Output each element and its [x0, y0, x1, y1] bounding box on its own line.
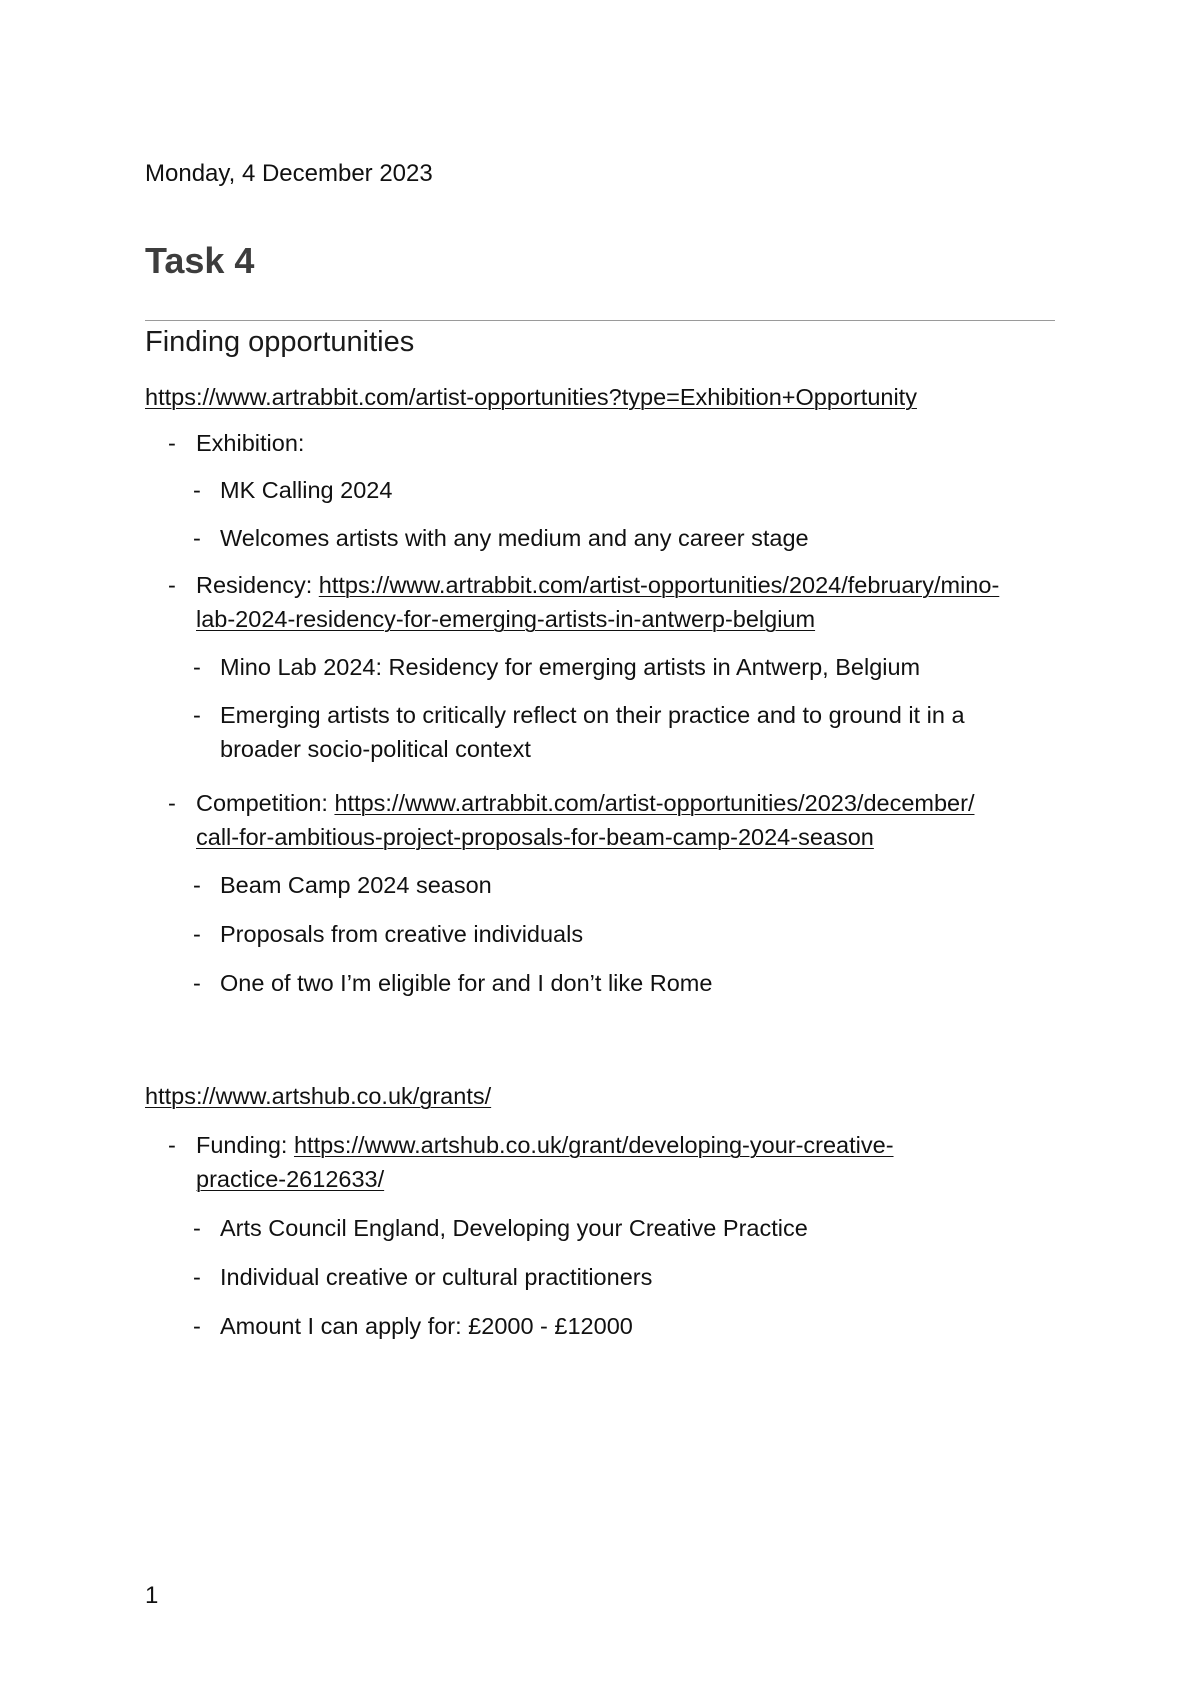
- competition-line-2: [196, 820, 1056, 854]
- bullet-dash: -: [193, 654, 201, 680]
- exhibition-detail-2: Welcomes artists with any medium and any career stage: [220, 525, 809, 551]
- bullet-dash: -: [168, 572, 176, 598]
- residency-link[interactable]: https://www.artrabbit.com/artist-opportunities/2024/february/mino-: [318, 572, 1000, 598]
- document-date: Monday, 4 December 2023: [145, 160, 433, 187]
- bullet-dash: -: [168, 430, 176, 456]
- title-divider: [145, 320, 1055, 321]
- bullet-dash: -: [193, 970, 201, 996]
- bullet-dash: -: [193, 477, 201, 503]
- funding-link[interactable]: https://www.artshub.co.uk/grant/developing-your-creative-: [293, 1132, 894, 1158]
- bullet-dash: -: [193, 1215, 201, 1241]
- residency-detail-2-continued: broader socio-political context: [220, 736, 531, 762]
- competition-line-1: [196, 786, 1056, 820]
- artshub-link-line: [145, 1079, 491, 1113]
- bullet-dash: -: [193, 1313, 201, 1339]
- artshub-grants-link[interactable]: https://www.artshub.co.uk/grants/: [145, 1083, 492, 1109]
- bullet-dash: -: [193, 702, 201, 728]
- artrabbit-link-line: [145, 380, 917, 414]
- residency-link-continued[interactable]: lab-2024-residency-for-emerging-artists-in-antwerp-belgium: [196, 606, 816, 632]
- competition-label: Competition:: [196, 790, 335, 816]
- section-heading: Finding opportunities: [145, 326, 415, 358]
- residency-line-2: [196, 602, 1056, 636]
- competition-detail-1: Beam Camp 2024 season: [220, 872, 492, 898]
- competition-link[interactable]: https://www.artrabbit.com/artist-opportunities/2023/december/: [334, 790, 975, 816]
- residency-label: Residency:: [196, 572, 319, 598]
- funding-label: Funding:: [196, 1132, 294, 1158]
- funding-detail-1: Arts Council England, Developing your Creative Practice: [220, 1215, 808, 1241]
- funding-line-2: [196, 1162, 1056, 1196]
- exhibition-detail-1: MK Calling 2024: [220, 477, 393, 503]
- bullet-dash: -: [168, 790, 176, 816]
- artrabbit-exhibition-link[interactable]: https://www.artrabbit.com/artist-opportunities?type=Exhibition+Opportunity: [145, 384, 917, 410]
- residency-detail-1: Mino Lab 2024: Residency for emerging artists in Antwerp, Belgium: [220, 654, 921, 680]
- bullet-dash: -: [193, 872, 201, 898]
- page-title: Task 4: [145, 240, 255, 281]
- residency-line-1: [196, 568, 1056, 602]
- page-number: 1: [145, 1582, 159, 1609]
- competition-detail-2: Proposals from creative individuals: [220, 921, 584, 947]
- competition-link-continued[interactable]: call-for-ambitious-project-proposals-for-beam-camp-2024-season: [196, 824, 874, 850]
- funding-detail-2: Individual creative or cultural practitioners: [220, 1264, 653, 1290]
- bullet-dash: -: [168, 1132, 176, 1158]
- bullet-dash: -: [193, 1264, 201, 1290]
- funding-link-continued[interactable]: practice-2612633/: [196, 1166, 385, 1192]
- funding-line-1: [196, 1128, 1056, 1162]
- competition-detail-3: One of two I’m eligible for and I don’t like Rome: [220, 970, 713, 996]
- residency-detail-2: Emerging artists to critically reflect on their practice and to ground it in a: [220, 702, 965, 728]
- bullet-dash: -: [193, 525, 201, 551]
- funding-detail-3: Amount I can apply for: £2000 - £12000: [220, 1313, 633, 1339]
- exhibition-label: Exhibition:: [196, 430, 305, 456]
- bullet-dash: -: [193, 921, 201, 947]
